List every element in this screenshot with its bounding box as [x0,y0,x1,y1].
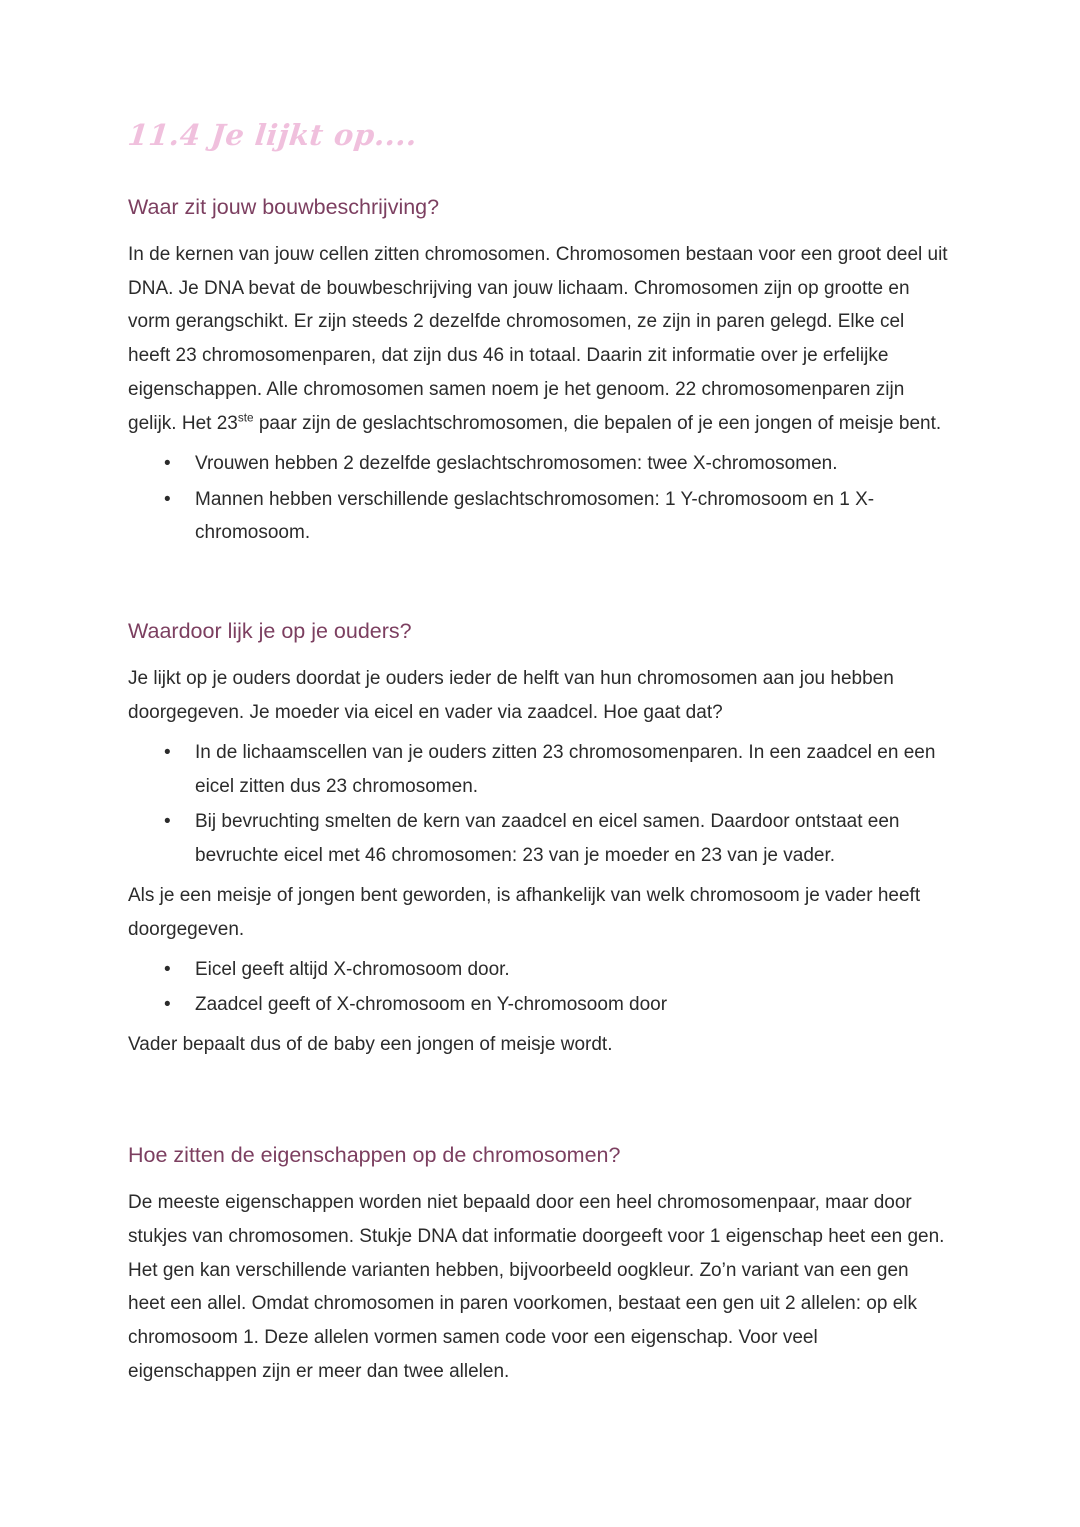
bullet-icon: • [164,488,171,510]
list-item [128,953,950,987]
list-item [128,805,950,873]
section-spacer [128,556,950,618]
ordinal-superscript: ste [237,411,254,425]
paragraph-ouders-intro: Je lijkt op je ouders doordat je ouders ieder de helft van hun chromosomen aan jou hebben doorgegeven. Je moeder via eicel en vader via zaadcel. Hoe gaat dat? [128,668,894,723]
list-item-label: In de lichaamscellen van je ouders zitten 23 chromosomenparen. In een zaadcel en een eicel zitten dus 23 chromosomen. [195,741,936,797]
section-heading-2: Waardoor lijk je op je ouders? [128,619,412,644]
list-item-label: Mannen hebben verschillende geslachtschromosomen: 1 Y-chromosoom en 1 X-chromosoom. [195,488,875,544]
bullet-icon: • [164,958,171,980]
list-item-label: Bij bevruchting smelten de kern van zaadcel en eicel samen. Daardoor ontstaat een bevruchte eicel met 46 chromosomen: 23 van je moeder en 23 van je vader. [195,811,900,867]
list-item [128,483,950,551]
document-title: 11.4 Je lijkt op.... [126,118,420,152]
bullet-icon: • [164,811,171,833]
list-item-label: Zaadcel geeft of X-chromosoom en Y-chromosoom door [195,994,668,1016]
paragraph-vader-bepaalt: Vader bepaalt dus of de baby een jongen of meisje wordt. [128,1034,613,1056]
list-item [128,988,950,1022]
bullet-list-bevruchting [128,736,950,873]
paragraph-text-post: paar zijn de geslachtschromosomen, die bepalen of je een jongen of meisje bent. [253,412,942,434]
section-heading-3: Hoe zitten de eigenschappen op de chromosomen? [128,1143,621,1168]
paragraph-text-pre: In de kernen van jouw cellen zitten chromosomen. Chromosomen bestaan voor een groot deel uit DNA. Je DNA bevat de bouwbeschrijving van jouw lichaam. Chromosomen zijn op grootte en vorm gerangschikt. Er zijn steeds 2 dezelfde chromosomen, ze zijn in paren gelegd. Elke cel heeft 23 chromosomenparen, dat zijn dus 46 in totaal. Daarin zit informatie over je erfelijke eigenschappen. Alle chromosomen samen noem je het genoom. 22 chromosomenparen zijn gelijk. Het 23 [128,243,948,434]
section-spacer [128,1068,950,1142]
section-hoe-zitten-de-eigenschappen [128,1142,950,1389]
bullet-list-eicel-zaadcel [128,953,950,1023]
section-waar-zit-jouw-bouwbeschrijving [128,194,950,550]
list-item-label: Eicel geeft altijd X-chromosoom door. [195,958,510,980]
paragraph-meisje-of-jongen: Als je een meisje of jongen bent geworden, is afhankelijk van welk chromosoom je vader heeft doorgegeven. [128,884,921,940]
bullet-icon: • [164,994,171,1016]
list-item [128,736,950,804]
list-item-label: Vrouwen hebben 2 dezelfde geslachtschromosomen: twee X-chromosomen. [195,452,838,474]
bullet-icon: • [164,741,171,763]
paragraph-genen-allelen: De meeste eigenschappen worden niet bepaald door een heel chromosomenpaar, maar door stukjes van chromosomen. Stukje DNA dat informatie doorgeeft voor 1 eigenschap heet een gen. Het gen kan verschillende varianten hebben, bijvoorbeeld oogkleur. Zo’n variant van een gen heet een allel. Omdat chromosomen in paren voorkomen, bestaat een gen uit 2 allelen: op elk chromosoom 1. Deze allelen vormen samen code voor een eigenschap. Voor veel eigenschappen zijn er meer dan twee allelen. [128,1191,945,1383]
paragraph-chromosomen-intro [128,238,950,441]
document-content [128,120,950,1395]
section-waardoor-lijk-je-op-je-ouders [128,618,950,1062]
bullet-icon: • [164,452,171,474]
section-heading-1: Waar zit jouw bouwbeschrijving? [128,194,440,219]
bullet-list-geslachtschromosomen [128,447,950,550]
list-item [128,447,950,481]
